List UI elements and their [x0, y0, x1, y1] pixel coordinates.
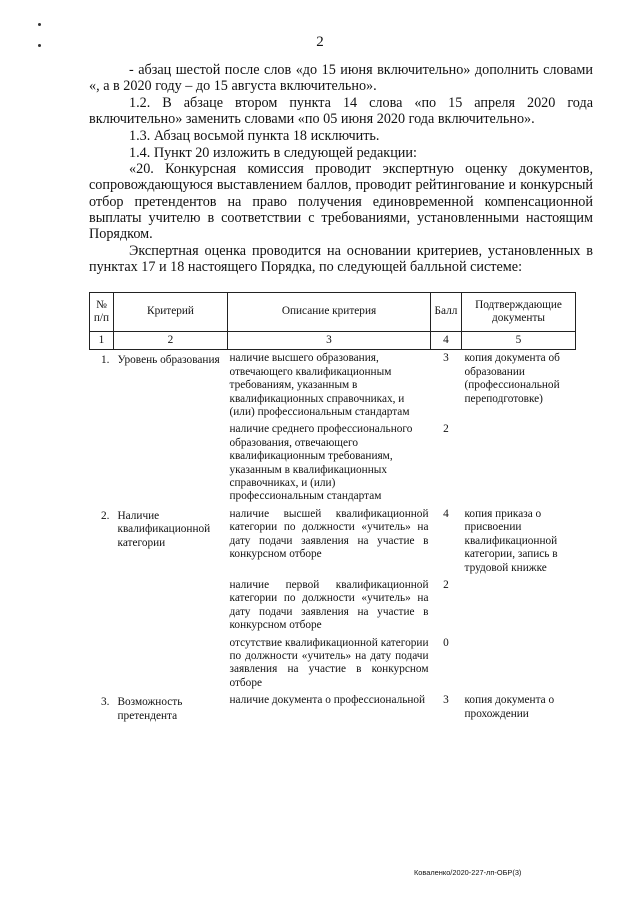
table-header-row — [90, 293, 576, 332]
header-criterion: Критерий — [114, 293, 228, 332]
score-cell: 2 — [443, 423, 449, 436]
documents-cell: копия документа о прохождении — [464, 694, 555, 720]
description-cell: наличие первой квалификационной категории по должности «учитель» на дату подачи заявления на участие в конкурсном отборе — [229, 578, 429, 632]
row-number: 3. — [101, 696, 110, 709]
column-number: 2 — [114, 332, 228, 350]
paragraph: - абзац шестой после слов «до 15 июня включительно» дополнить словами «, а в 2020 году – до 15 августа включительно». — [89, 62, 593, 95]
documents-cell — [462, 577, 576, 635]
table-row — [90, 350, 576, 422]
description-cell: наличие высшего образования, отвечающего квалификационным требованиям, указанным в квалификационных справочниках, и (или) профессиональным стандартам — [229, 352, 410, 419]
row-number: 1. — [101, 354, 110, 367]
scan-speck — [38, 23, 41, 26]
table-row — [90, 506, 576, 577]
table-row — [90, 635, 576, 693]
scan-speck — [38, 44, 41, 47]
criterion-cell — [114, 421, 228, 505]
description-cell: отсутствие квалификационной категории по должности «учитель» на дату подачи заявления на участие в конкурсном отборе — [229, 636, 429, 689]
description-cell: наличие документа о профессиональной — [229, 694, 426, 707]
score-cell: 4 — [443, 507, 449, 520]
documents-cell: копия приказа о присвоении квалификационной категории, запись в трудовой книжке — [464, 507, 558, 574]
paragraph: 1.4. Пункт 20 изложить в следующей редакции: — [129, 144, 417, 161]
table-row — [90, 692, 576, 725]
header-number: № п/п — [90, 293, 114, 332]
documents-cell: копия документа об образовании (профессиональной переподготовке) — [464, 352, 560, 405]
row-number — [90, 421, 114, 505]
criterion-cell: Наличие квалификационной категории — [117, 509, 211, 549]
document-code-footer: Коваленко/2020-227-лп-ОБР(3) — [414, 868, 522, 877]
paragraph: Экспертная оценка проводится на основании критериев, установленных в пунктах 17 и 18 настоящего Порядка, по следующей балльной системе: — [89, 242, 593, 275]
page-number: 2 — [316, 34, 324, 50]
description-cell: наличие высшей квалификационной категории по должности «учитель» на дату подачи заявления на участие в конкурсном отборе — [229, 507, 429, 561]
criteria-table — [89, 292, 576, 725]
column-number: 3 — [228, 332, 431, 350]
row-number — [90, 635, 114, 693]
documents-cell — [462, 421, 576, 505]
paragraph: 1.3. Абзац восьмой пункта 18 исключить. — [129, 127, 380, 144]
score-cell: 0 — [443, 636, 449, 649]
paragraph: «20. Конкурсная комиссия проводит экспертную оценку документов, сопровождающуюся выставлением баллов, проводит рейтингование и конкурсный отбор претендентов на право получения единовременной компенсационной выплаты учителю в соответствии с требованиями, установленными настоящим Порядком. — [89, 161, 593, 243]
table-row — [90, 577, 576, 635]
criterion-cell — [114, 577, 228, 635]
score-cell: 3 — [443, 352, 449, 365]
column-number: 5 — [462, 332, 576, 350]
criterion-cell: Возможность претендента — [117, 696, 183, 722]
header-documents: Подтверждающие документы — [462, 293, 576, 332]
table-row — [90, 421, 576, 505]
criterion-cell: Уровень образования — [117, 354, 220, 367]
header-score: Балл — [431, 293, 462, 332]
header-description: Описание критерия — [228, 293, 431, 332]
column-number: 1 — [90, 332, 114, 350]
criterion-cell — [114, 635, 228, 693]
row-number: 2. — [101, 509, 110, 522]
column-number: 4 — [431, 332, 462, 350]
column-number-row — [90, 332, 576, 350]
description-cell: наличие среднего профессионального образования, отвечающего квалификационным требованиям, указанным в квалификационных справочниках, и (или) профессиональным стандартам — [229, 423, 413, 503]
document-body — [89, 62, 593, 276]
score-cell: 2 — [443, 578, 449, 591]
row-number — [90, 577, 114, 635]
paragraph: 1.2. В абзаце втором пункта 14 слова «по 15 апреля 2020 года включительно» заменить словами «по 05 июня 2020 года включительно». — [89, 94, 593, 128]
documents-cell — [462, 635, 576, 693]
score-cell: 3 — [443, 694, 449, 707]
